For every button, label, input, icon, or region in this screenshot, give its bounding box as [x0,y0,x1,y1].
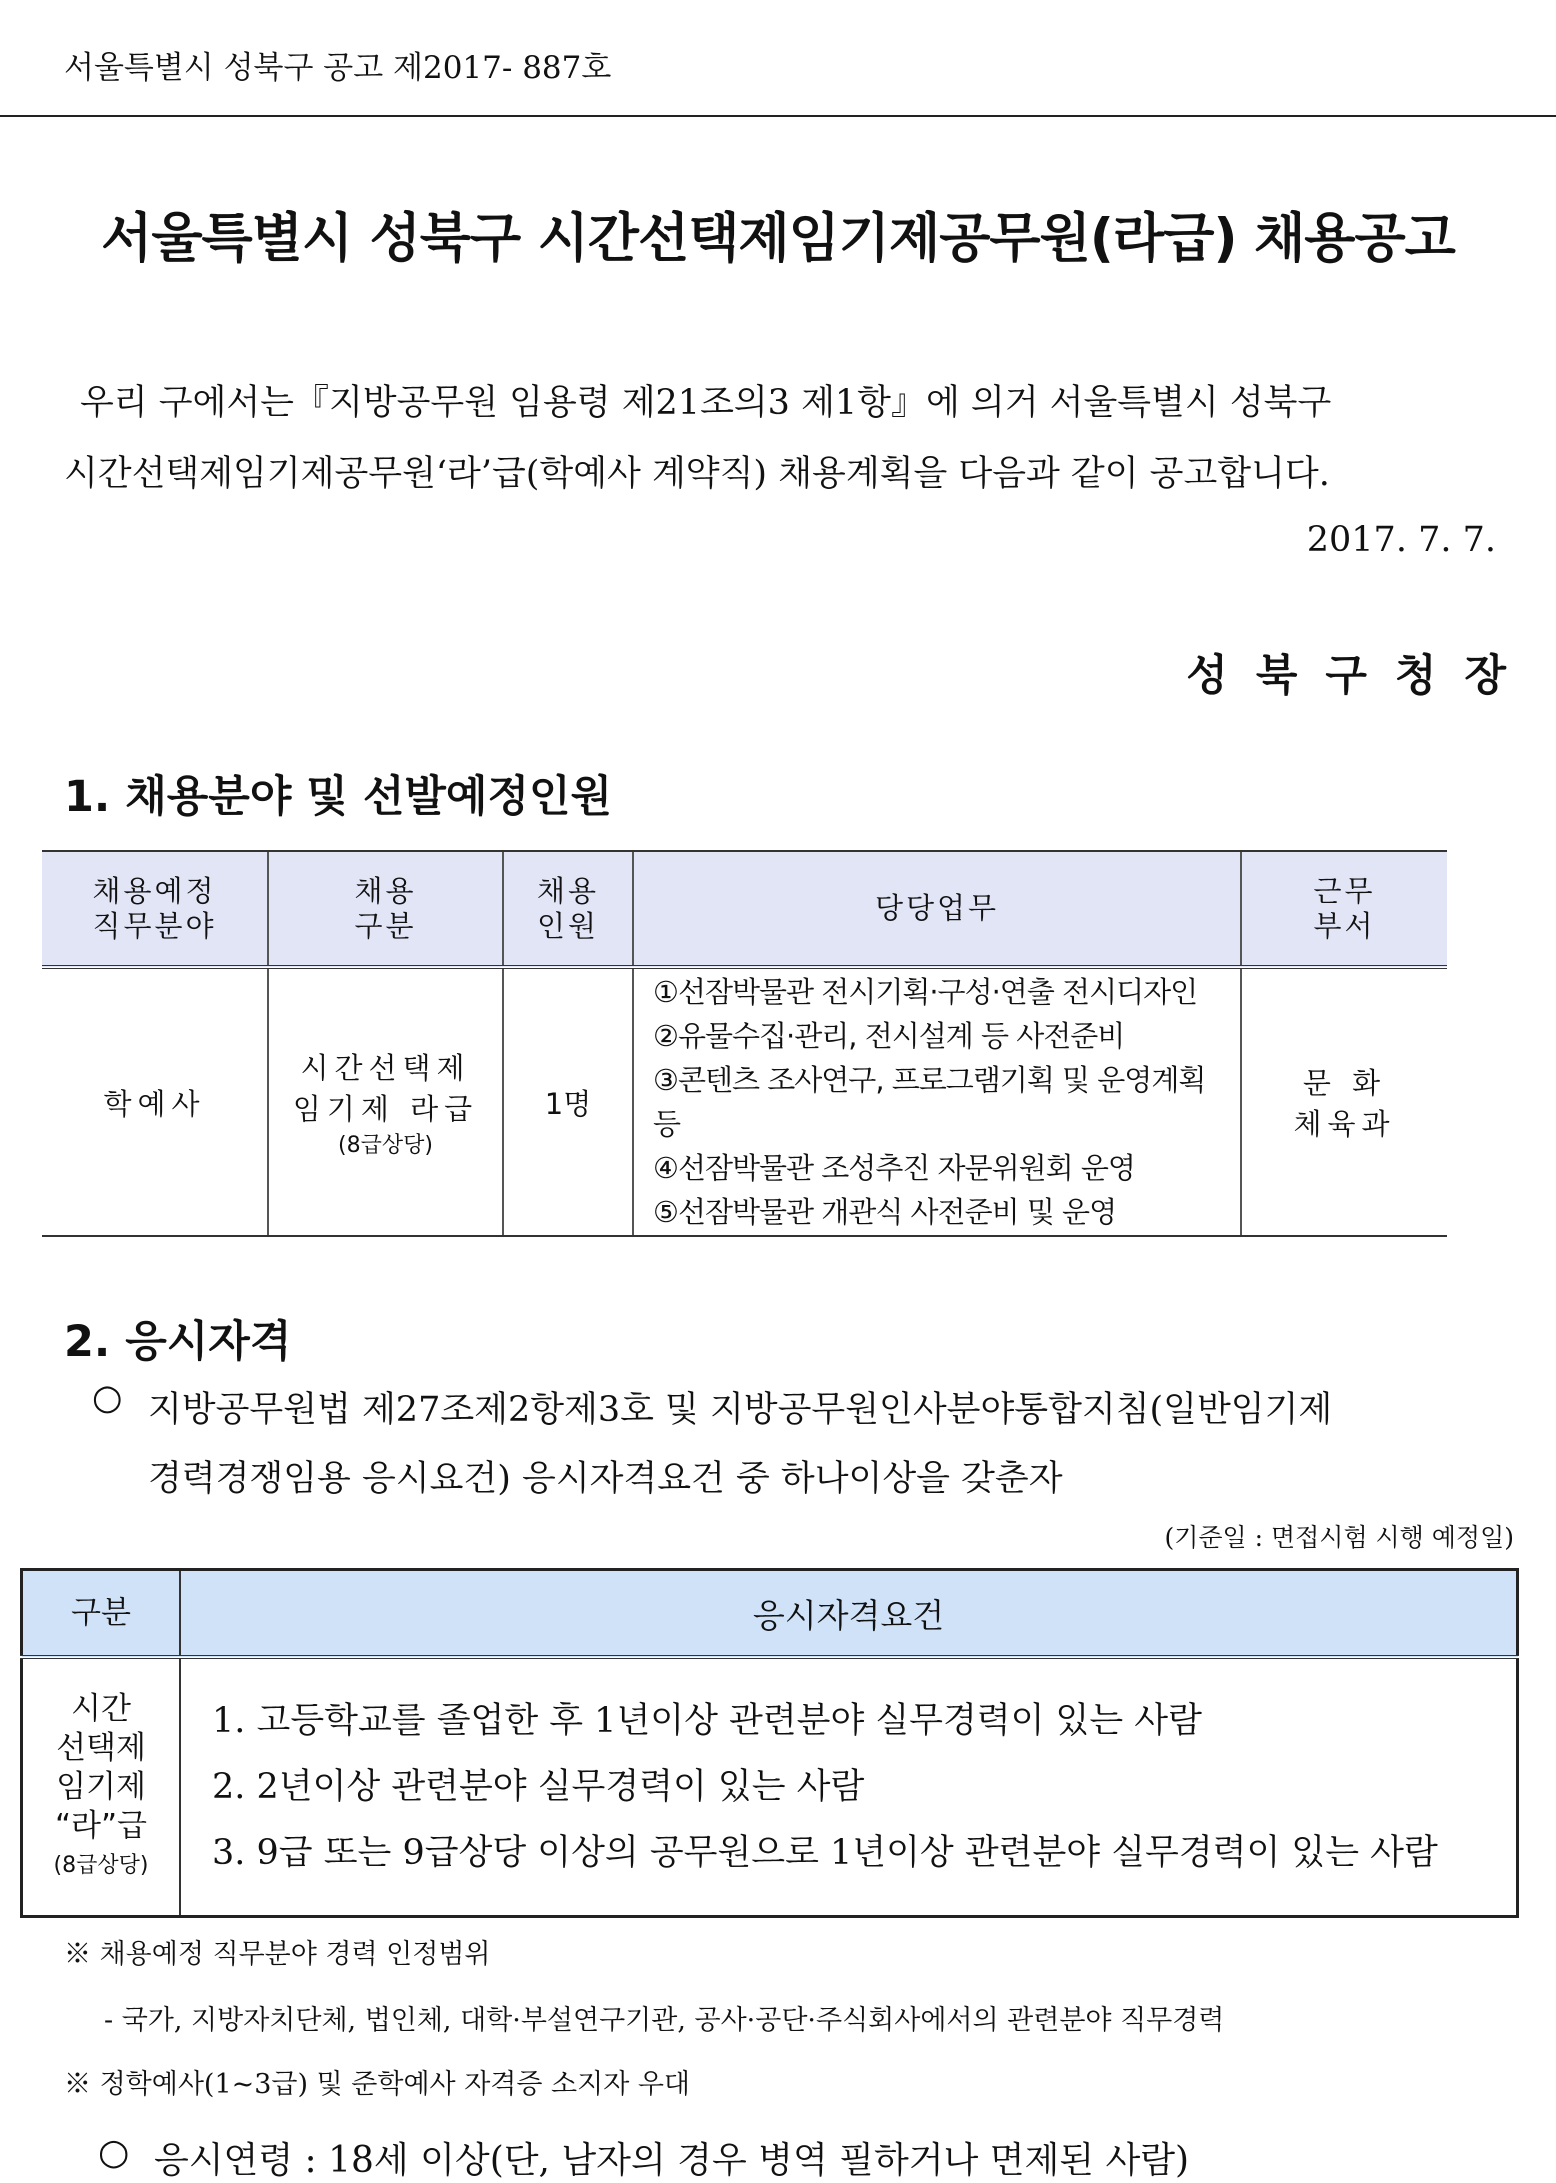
header-duties: 당당업무 [633,851,1241,967]
section-2-heading: 2. 응시자격 [64,1317,292,1367]
requirement-item: 2. 2년이상 관련분야 실무경력이 있는 사람 [212,1767,865,1807]
duty-item: ①선잠박물관 전시기획·구성·연출 전시디자인 [653,975,1198,1009]
hire-type-cell: 시간선택제 임기제 라급 (8급상당) [268,967,503,1236]
announcement-date: 2017. 7. 7. [1306,520,1496,560]
requirement-item: 3. 9급 또는 9급상당 이상의 공무원으로 1년이상 관련분야 실무경력이 있는 사람 [212,1833,1438,1873]
basis-date-note: (기준일 : 면접시험 시행 예정일) [1164,1523,1514,1552]
section-1-heading: 1. 채용분야 및 선발예정인원 [64,772,613,822]
header-requirements: 응시자격요건 [180,1570,1518,1658]
qualification-table [20,1568,1519,1918]
qualification-line-1: 지방공무원법 제27조제2항제3호 및 지방공무원인사분야통합지침(일반임기제 [148,1390,1333,1430]
header-divider [0,115,1556,117]
issuer-name: 성북구청장 [1186,651,1534,701]
recruitment-table-header [42,851,1447,967]
hire-count-cell: 1명 [503,967,633,1236]
requirement-item: 1. 고등학교를 졸업한 후 1년이상 관련분야 실무경력이 있는 사람 [212,1701,1202,1741]
qualification-line-2: 경력경쟁임용 응시요건) 응시자격요건 중 하나이상을 갖춘자 [148,1459,1063,1499]
document-title: 서울특별시 성북구 시간선택제임기제공무원(라급) 채용공고 [101,208,1455,269]
header-category: 구분 [22,1570,181,1658]
header-hire-type: 채용 구분 [268,851,503,967]
age-requirement: 응시연령 : 18세 이상(단, 남자의 경우 병역 필하거나 면제된 사람) [154,2140,1190,2181]
category-cell: 시간 선택제 임기제 “라”급 (8급상당) [53,1690,149,1878]
header-job-field: 채용예정 직무분야 [42,851,268,967]
bullet-circle-icon: ○ [92,1378,123,1418]
header-hire-count: 채용 인원 [503,851,633,967]
recruitment-table [42,850,1447,1237]
duty-item: ④선잠박물관 조성추진 자문위원회 운영 [653,1151,1135,1185]
duty-item: ②유물수집·관리, 전시설계 등 사전준비 [653,1019,1125,1053]
duty-item: ③콘텐츠 조사연구, 프로그램기획 및 운영계획 등 [653,1063,1206,1141]
intro-line-1: 우리 구에서는『지방공무원 임용령 제21조의3 제1항』에 의거 서울특별시 성북구 [80,383,1332,423]
duty-item: ⑤선잠박물관 개관식 사전준비 및 운영 [653,1195,1117,1229]
bullet-circle-icon: ○ [98,2132,130,2173]
table-row [22,1657,1518,1917]
career-scope-note: ※ 채용예정 직무분야 경력 인정범위 [64,1939,491,1970]
table-row [42,967,1447,1236]
intro-line-2: 시간선택제임기제공무원‘라’급(학예사 계약직) 채용계획을 다음과 같이 공고합니다. [64,454,1330,494]
qualification-table-header [22,1570,1518,1658]
department-cell: 문 화 체육과 [1241,967,1447,1236]
requirements-cell [180,1657,1518,1917]
header-department: 근무 부서 [1241,851,1447,967]
duties-cell [633,967,1241,1236]
career-scope-detail: - 국가, 지방자치단체, 법인체, 대학·부설연구기관, 공사·공단·주식회사에서의 관련분야 직무경력 [104,2005,1225,2036]
document-number: 서울특별시 성북구 공고 제2017- 887호 [64,50,612,86]
preference-note: ※ 정학예사(1~3급) 및 준학예사 자격증 소지자 우대 [64,2069,691,2100]
job-field-cell: 학예사 [42,967,268,1236]
